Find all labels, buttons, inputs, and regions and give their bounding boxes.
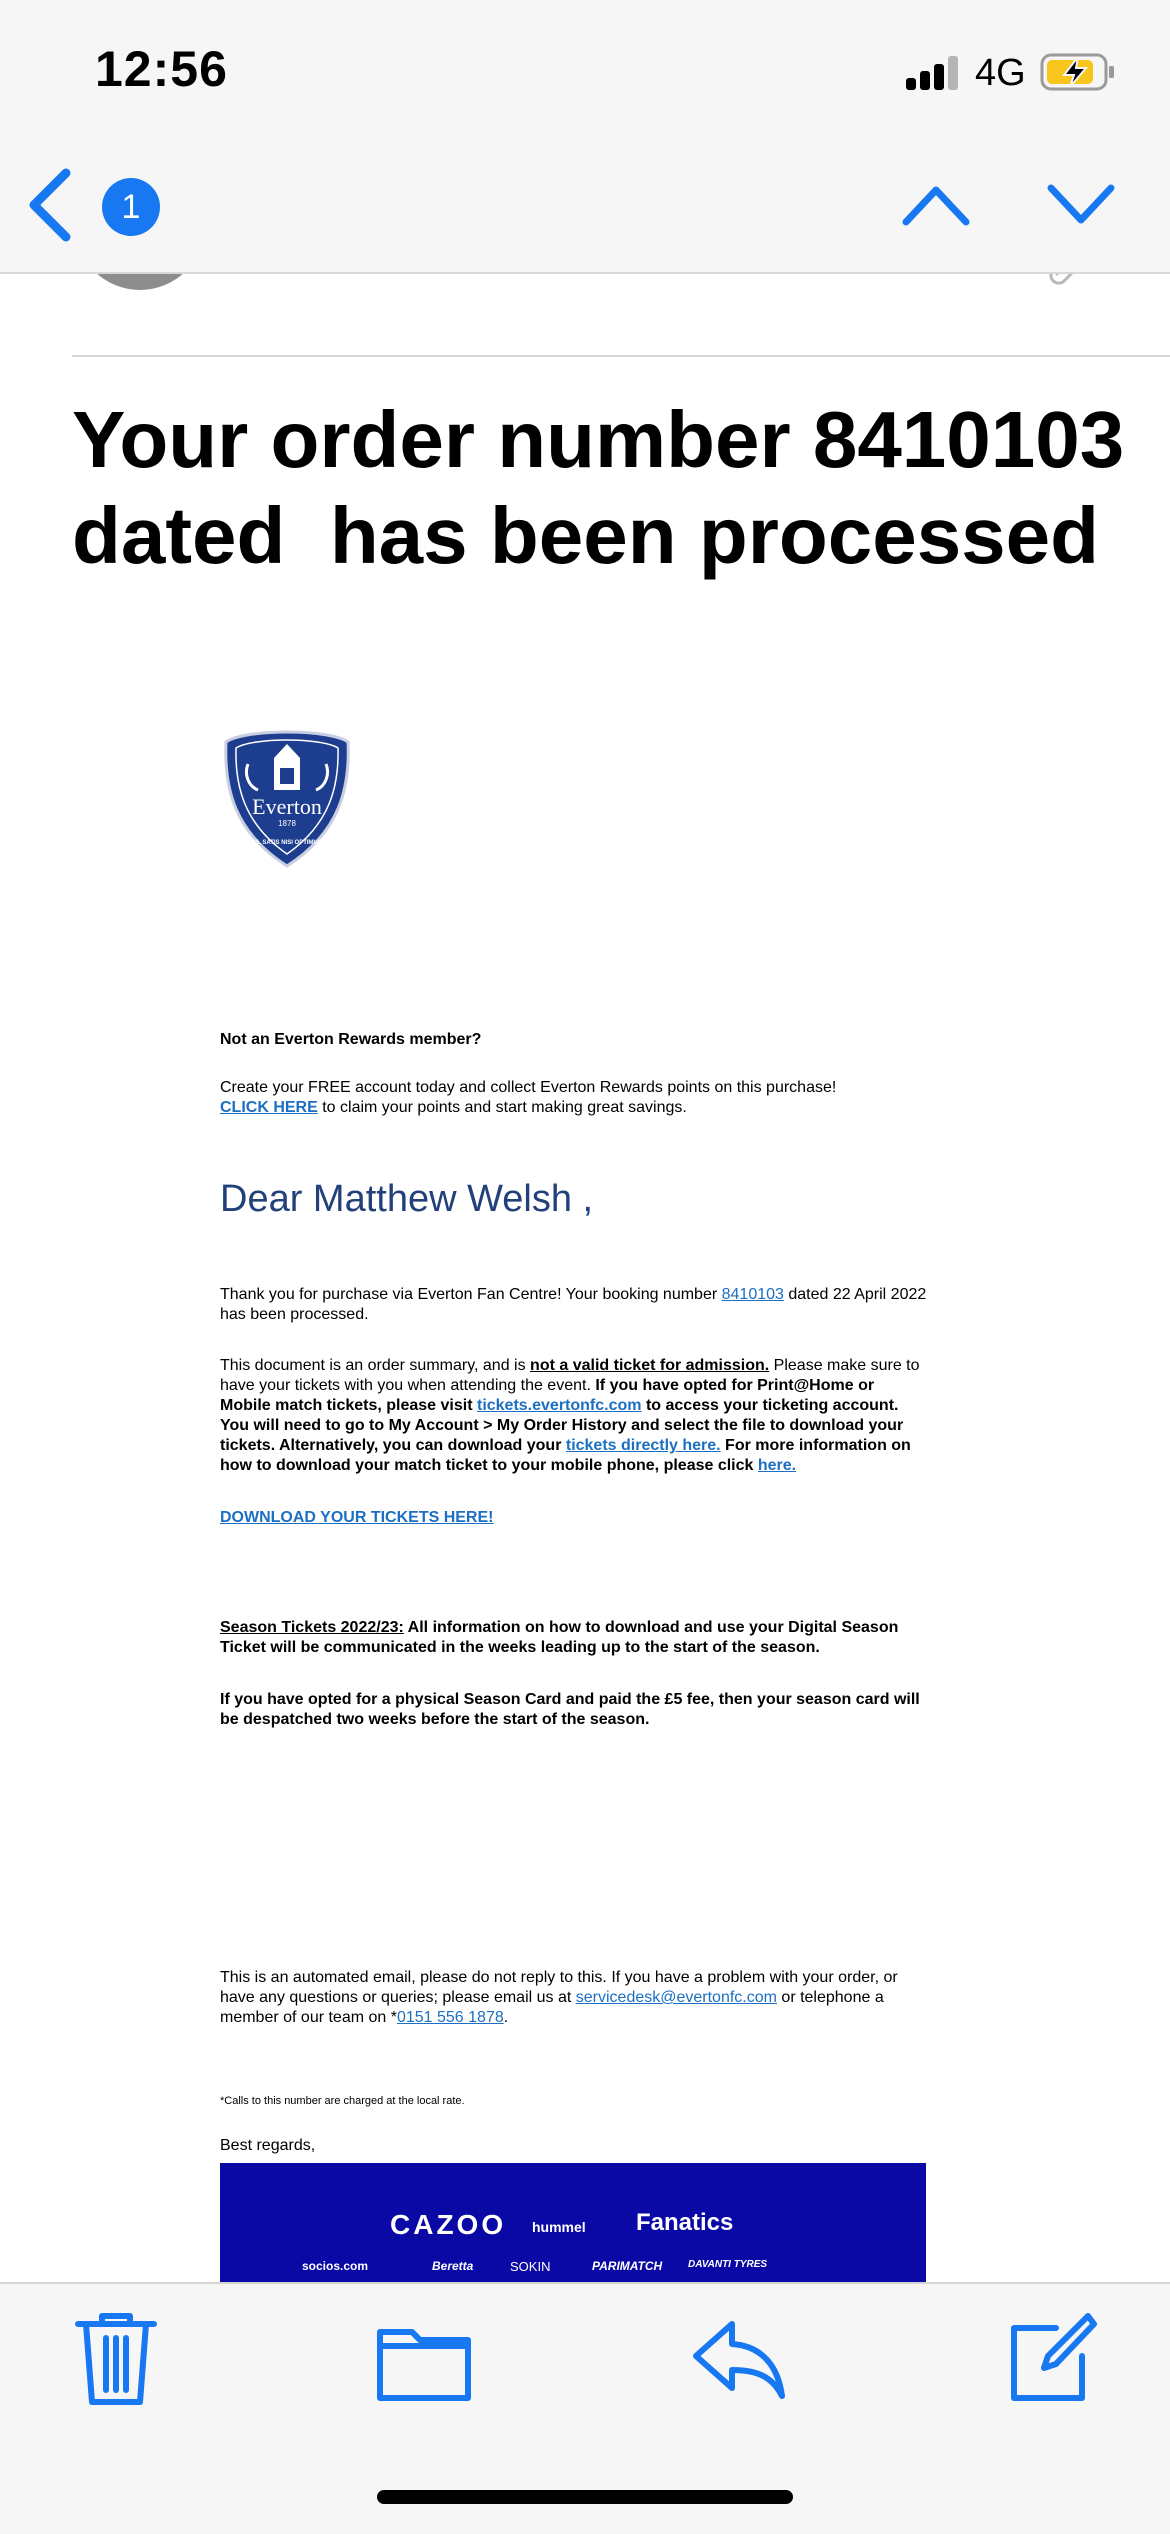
sponsor-cazoo: CAZOO (390, 2209, 507, 2240)
download-section (220, 1508, 928, 1528)
automated-p3: . (503, 2009, 509, 2026)
summary-paragraph (220, 1356, 928, 1476)
header-divider (72, 355, 1170, 357)
automated-p2: or telephone a member of our team on * (220, 1989, 884, 2026)
folder-icon[interactable] (374, 2310, 474, 2410)
crest-year: 1878 (278, 819, 296, 828)
rewards-link-suffix: to claim your points and start making great savings. (317, 1099, 687, 1116)
season-heading: Season Tickets 2022/23: (220, 1619, 404, 1636)
sponsor-hummel: hummel (532, 2219, 586, 2235)
sponsor-parimatch: PARIMATCH (592, 2259, 663, 2273)
automated-p1: This is an automated email, please do not reply to this. If you have a problem with your order, or have any questions or queries; please email us at (220, 1969, 898, 2006)
tickets-site-link[interactable]: tickets.evertonfc.com (476, 1397, 642, 1414)
summary-bold3: For more information on how to download your match ticket to your mobile phone, please click (220, 1437, 911, 1474)
battery-charging-icon (1040, 52, 1116, 92)
crest-motto: NIL SATIS NISI OPTIMUM (251, 840, 323, 846)
greeting: Dear Matthew Welsh , (220, 1178, 594, 1220)
everton-crest-logo (218, 728, 356, 870)
here-link[interactable]: here. (757, 1457, 797, 1474)
sponsor-beretta: Beretta (432, 2259, 474, 2273)
email-subject: Your order number 8410103 dated has been processed (72, 395, 1125, 580)
tickets-direct-link[interactable]: tickets directly here. (565, 1437, 721, 1454)
thanks-suffix: dated 22 April 2022 has been processed. (220, 1286, 927, 1323)
chevron-down-icon[interactable] (1045, 180, 1117, 228)
summary-bold2: to access your ticketing account. You will need to go to My Account > My Order History and select the file to download your tickets. Alternatively, you can download your (220, 1397, 904, 1454)
back-chevron-icon[interactable] (20, 165, 80, 245)
summary-p1: This document is an order summary, and is (220, 1357, 531, 1374)
status-time: 12:56 (95, 41, 228, 97)
reply-icon[interactable] (688, 2310, 788, 2410)
rewards-heading: Not an Everton Rewards member? (220, 1031, 482, 1048)
season-paragraph (220, 1618, 928, 1658)
physical-card-paragraph (220, 1690, 928, 1730)
rewards-section (220, 1030, 928, 1050)
phone-link[interactable]: 0151 556 1878 (396, 2009, 504, 2026)
home-indicator (377, 2490, 793, 2504)
physical-card-text: If you have opted for a physical Season Card and paid the £5 fee, then your season card will be despatched two weeks before the start of the season. (220, 1691, 920, 1728)
servicedesk-email-link[interactable]: servicedesk@evertonfc.com (575, 1989, 777, 2006)
summary-bold1: If you have opted for Print@Home or Mobile match tickets, please visit (220, 1377, 875, 1414)
rewards-body (220, 1078, 928, 1118)
sponsor-davanti: DAVANTI TYRES (688, 2259, 768, 2270)
compose-icon[interactable] (1000, 2310, 1100, 2410)
download-tickets-link[interactable]: DOWNLOAD YOUR TICKETS HERE! (220, 1509, 494, 1526)
summary-p2: Please make sure to have your tickets with you when attending the event. (220, 1357, 920, 1394)
trash-icon[interactable] (66, 2310, 166, 2410)
thanks-paragraph (220, 1285, 928, 1325)
calls-note: *Calls to this number are charged at the local rate. (220, 2095, 465, 2107)
navigation-bar (0, 0, 1170, 274)
unread-count-badge[interactable]: 1 (102, 178, 160, 236)
rewards-text: Create your FREE account today and collect Everton Rewards points on this purchase! (220, 1079, 837, 1096)
sponsor-sokin: SOKIN (510, 2259, 551, 2274)
crest-name: Everton (252, 794, 322, 819)
not-valid-text: not a valid ticket for admission. (530, 1357, 770, 1374)
season-text: All information on how to download and use your Digital Season Ticket will be communicated in the weeks leading up to the start of the season. (220, 1619, 899, 1656)
sponsor-banner[interactable] (220, 2163, 926, 2283)
sponsor-fanatics: Fanatics (636, 2209, 734, 2236)
click-here-link[interactable]: CLICK HERE (220, 1099, 318, 1116)
sign-off: Best regards, (220, 2137, 316, 2154)
booking-number-link[interactable]: 8410103 (721, 1286, 784, 1303)
network-type: 4G (975, 52, 1026, 94)
thanks-prefix: Thank you for purchase via Everton Fan Centre! Your booking number (220, 1286, 722, 1303)
cellular-signal-icon (906, 56, 958, 90)
chevron-up-icon[interactable] (900, 180, 972, 228)
automated-paragraph (220, 1968, 928, 2028)
sponsor-socios: socios.com (302, 2259, 369, 2273)
